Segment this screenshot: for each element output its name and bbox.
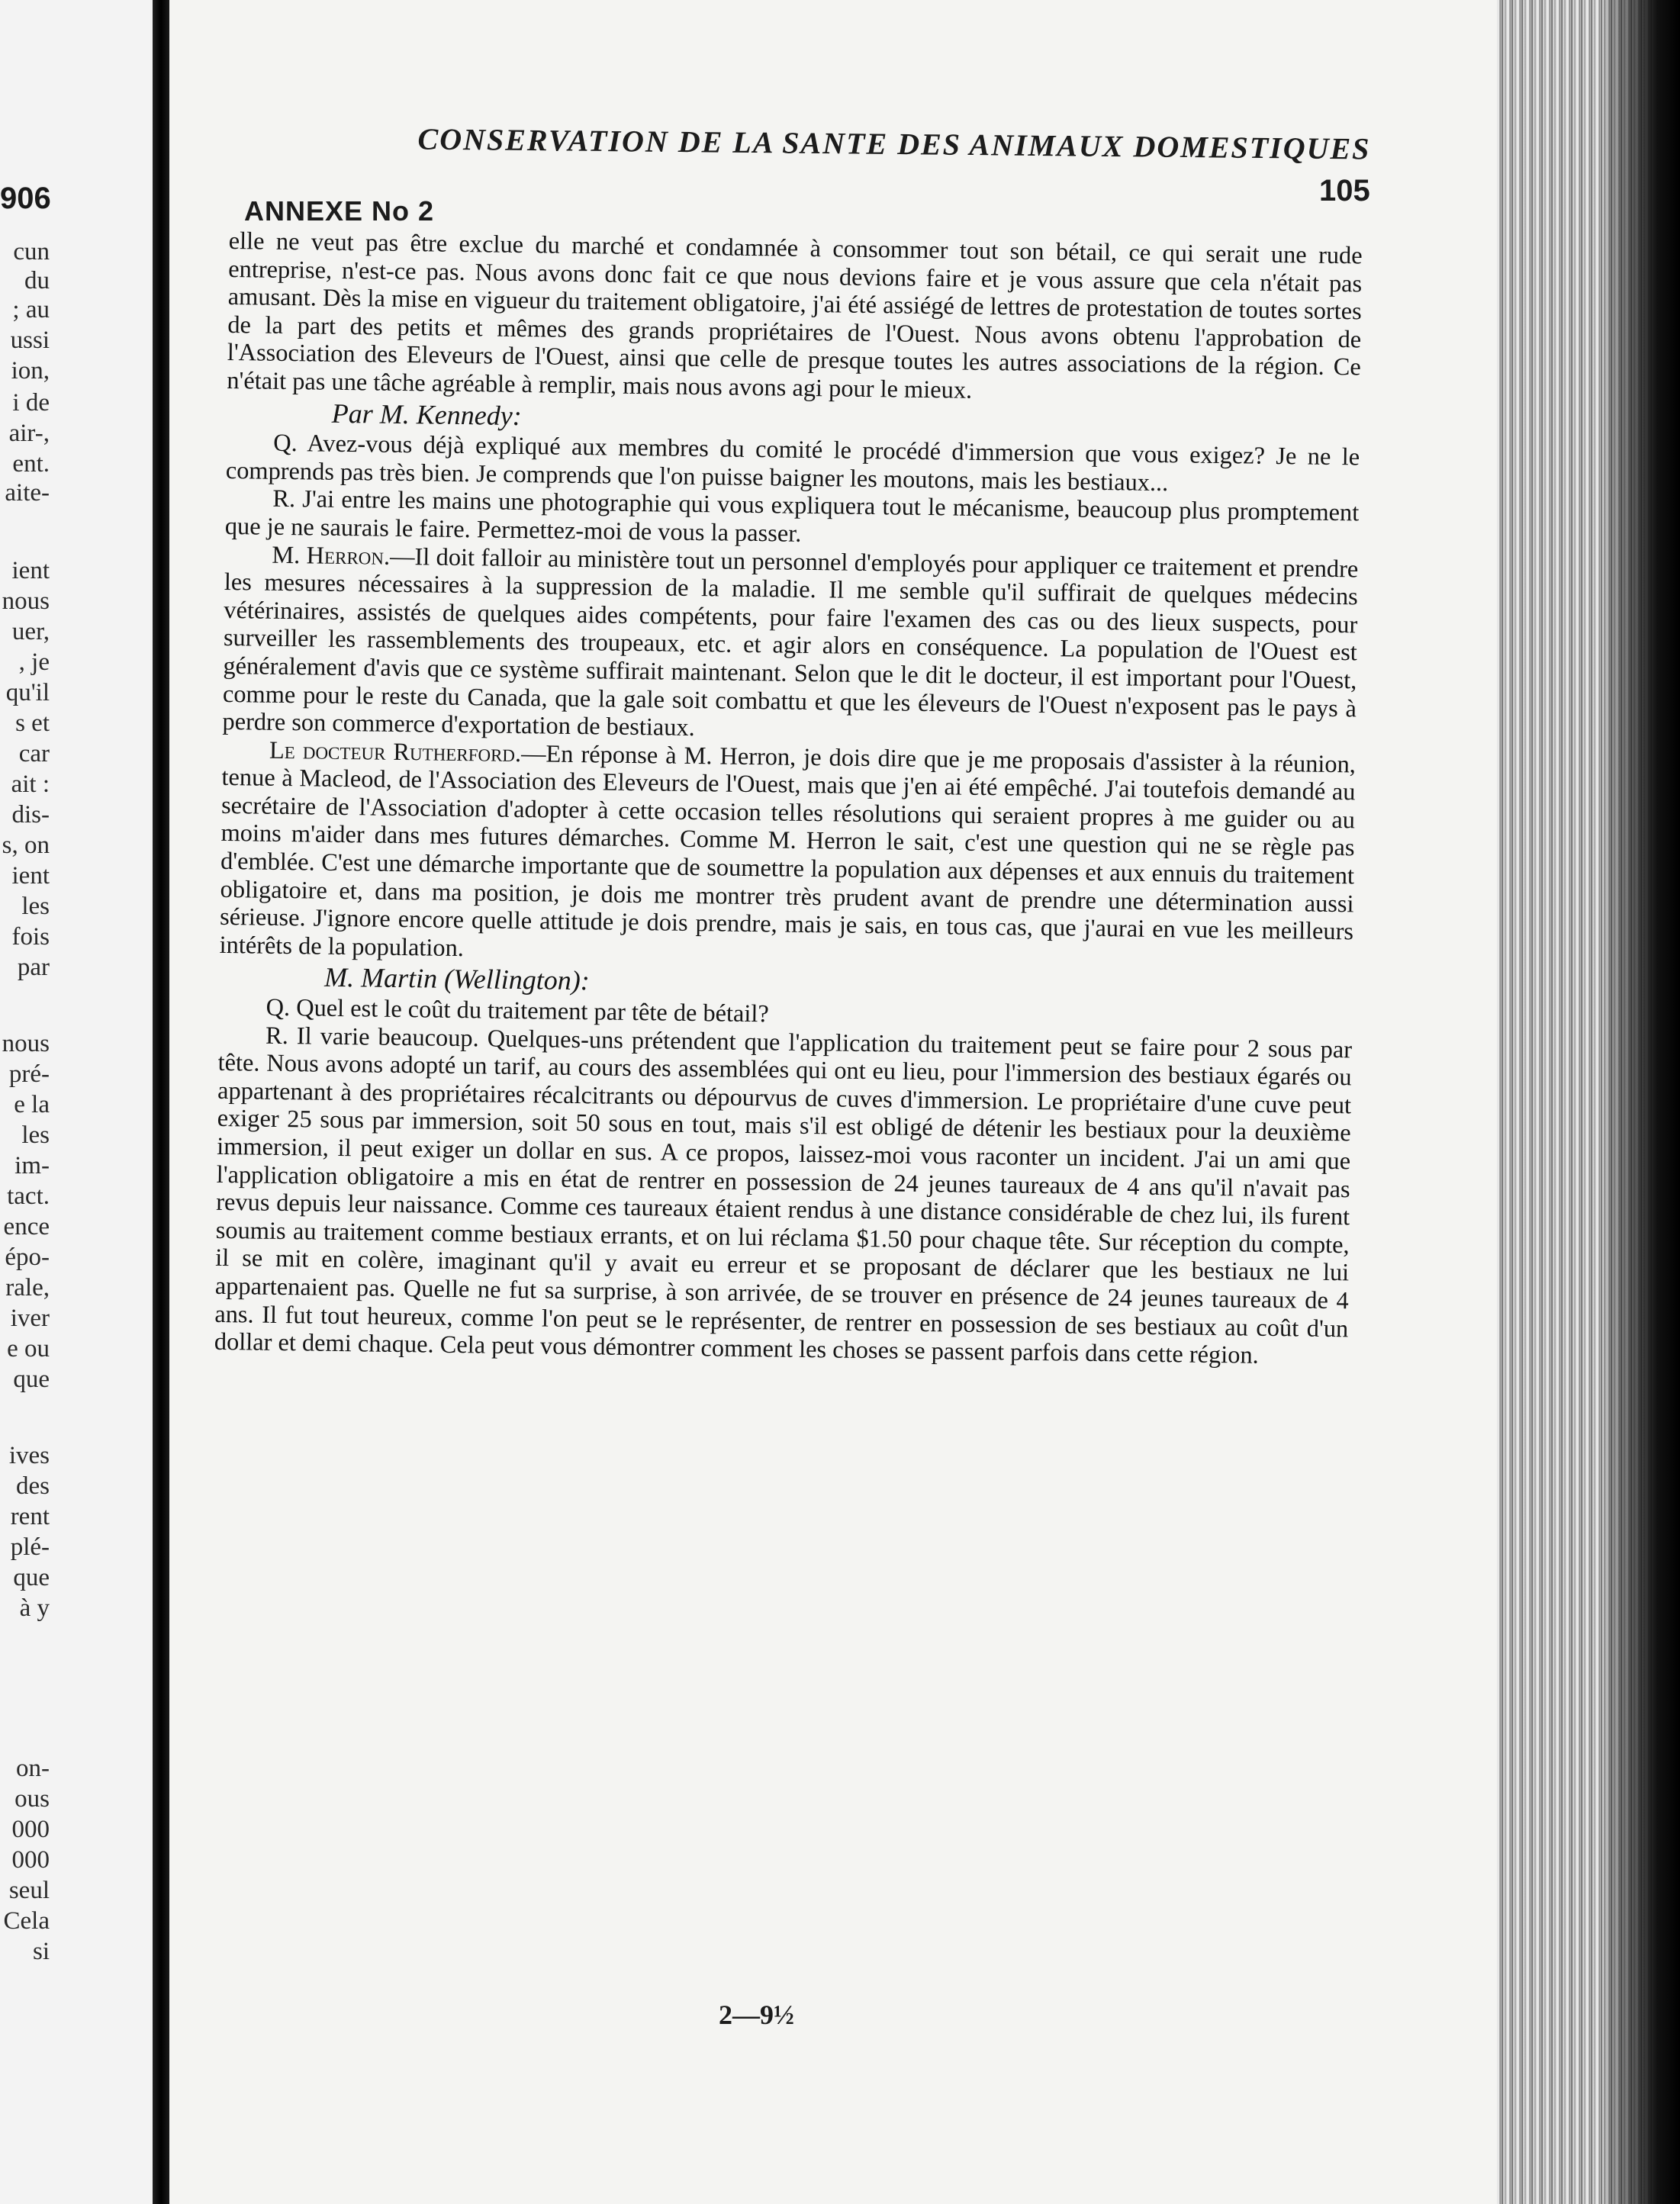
left-page-fragment: air-, — [8, 420, 50, 447]
left-page-fragment: épo- — [5, 1244, 50, 1271]
left-page-fragment: si — [32, 1938, 50, 1965]
left-page-fragment: 000 — [11, 1816, 50, 1843]
left-page-fragment: plé- — [10, 1533, 50, 1561]
left-page-fragment: , je — [18, 648, 50, 676]
left-page-fragment: ence — [3, 1213, 50, 1240]
left-page-fragment: on- — [16, 1755, 50, 1782]
left-page-fragment: ient — [11, 862, 50, 890]
left-page-fragment: s, on — [2, 832, 50, 859]
book-gutter — [153, 0, 169, 2204]
paragraph: R. J'ai entre les mains une photographie qui vous expliquera tout le mécanisme, beaucoup plus promptement que je ne saurais le faire. Permettez-moi de vous la passer. — [224, 485, 1360, 548]
left-page-fragment: ient — [11, 557, 50, 584]
paragraph: Q. Avez-vous déjà expliqué aux membres du comité le procédé d'immersion que vous exigez? Je ne le comprends pas très bien. Je comprends que l'on puisse baigner les moutons, mais les bestiaux... — [225, 429, 1360, 497]
left-page-fragment: à y — [19, 1594, 50, 1622]
left-page-fragment: ; au — [12, 296, 50, 323]
paragraph: R. Il varie beaucoup. Quelques-uns prétendent que l'application du traitement peut se faire pour 2 sous par tête. Nous avons adopté un tarif, au cours des assemblées qui ont eu lieu, pour l'immersion des bestiaux égarés ou appartenant à des propriétaires récalcitrants ou dépourvus de cuves d'immersion. Le propriétaire d'une cuve peut exiger 25 sous par immersion, soit 50 sous en tout, mais s'il est obligé de détenir les bestiaux pour la deuxième immersion, il peut exiger un dollar en sus. A ce propos, laissez-moi vous raconter un incident. J'ai un ami que l'application obligatoire a mis en état de rentrer en possession de 24 jeunes taureaux de 4 ans qu'il n'avait pas revus depuis leur naissance. Comme ces taureaux étaient rendus à une distance considérable de chez lui, ils furent soumis au traitement comme bestiaux errants, et on lui réclama $1.50 pour chaque tête. Sur réception du compte, il se mit en colère, imaginant qu'il y avait eu erreur et se proposant de déclarer que les bestiaux ne lui appartenaient pas. Quelle ne fut sa surprise, à son arrivée, de se trouver en présence de 24 jeunes taureaux de 4 ans. Il fut tout heureux, comme l'on peut se le représenter, de rentrer en possession de ses bestiaux au coût d'un dollar et demi chaque. Cela peut vous démontrer comment les choses se passent parfois dans cette région. — [214, 1022, 1353, 1369]
left-page-fragment: ous — [14, 1785, 50, 1813]
paragraph: elle ne veut pas être exclue du marché et condamnée à consommer tout son bétail, ce qui serait une rude entreprise, n'est-ce pas. Nous avons donc fait ce que nous devions faire et je vous assure que cela n'était pas amusant. Dès la mise en vigueur du traitement obligatoire, j'ai été assiégé de lettres de protestation de toutes sortes de la part des petits et mêmes des grands propriétaires de l'Ouest. Nous avons obtenu l'approbation de l'Association des Eleveurs de l'Ouest, ainsi que celle de presque toutes les autres associations de la région. Ce n'était pas une tâche agréable à remplir, mais nous avons agi pour le mieux. — [227, 227, 1363, 404]
running-title: CONSERVATION DE LA SANTE DES ANIMAUX DOMESTIQUES — [417, 121, 1371, 166]
left-page-fragment: que — [13, 1366, 50, 1393]
left-page-fragment: im- — [14, 1152, 50, 1179]
folio: 2—9½ — [719, 2000, 794, 2030]
left-page-fragment: que — [13, 1564, 50, 1591]
speaker-heading: Par M. Kennedy: — [331, 397, 523, 431]
left-page-fragment: e ou — [7, 1335, 50, 1363]
left-facing-page — [0, 0, 153, 2204]
left-page-fragment: nous — [2, 1030, 50, 1057]
page-edges — [1497, 0, 1680, 2204]
speaker-heading: M. Martin (Wellington): — [323, 962, 590, 996]
speaker-name: Le docteur Rutherford. — [269, 736, 522, 767]
left-page-fragment: ion, — [11, 357, 50, 384]
left-page-fragment: car — [18, 740, 50, 767]
left-page-fragment: seul — [8, 1877, 50, 1904]
left-page-number: 906 — [0, 182, 51, 215]
left-page-fragment: du — [24, 267, 50, 294]
speech-text: —Il doit falloir au ministère tout un personnel d'employés pour appliquer ce traitement et prendre les mesures nécessaires à la suppression de la maladie. Il me semble qu'il suffirait de quelques médecins vétérinaires, assistés de quelques aides compétents, pour faire l'examen des cas ou des lieux suspects, pour surveiller les rassemblements des troupeaux, etc. et agir alors en conséquence. La population de l'Ouest est généralement d'avis que ce système suffirait maintenant. Selon que le dit le docteur, il est important pour l'Ouest, comme pour le reste du Canada, que la gale soit combattu et que les éleveurs de l'Ouest n'exposent pas le pays à perdre son commerce d'exportation de bestiaux. — [222, 542, 1359, 742]
left-page-fragment: ait : — [11, 771, 50, 798]
left-page-fragment: qu'il — [5, 679, 50, 706]
left-page-fragment: dis- — [11, 801, 50, 829]
paragraph: Q. Quel est le coût du traitement par tête de bétail? — [266, 993, 770, 1028]
left-page-fragment: 000 — [11, 1846, 50, 1874]
left-page-fragment: rale, — [5, 1274, 50, 1301]
left-page-fragment: cun — [13, 238, 50, 265]
left-page-fragment: ives — [8, 1442, 50, 1469]
left-page-fragment: aite- — [5, 479, 50, 507]
left-page-fragment: ent. — [12, 450, 50, 478]
annexe-label: ANNEXE No 2 — [244, 195, 435, 227]
left-page-fragment: fois — [11, 923, 50, 951]
left-page-fragment: tact. — [7, 1182, 50, 1210]
left-page-fragment: e la — [14, 1091, 50, 1118]
left-page-fragment: des — [16, 1472, 50, 1500]
left-page-fragment: i de — [12, 389, 50, 417]
speech-text: —En réponse à M. Herron, je dois dire que je me proposais d'assister à la réunion, tenue à Macleod, de l'Association des Eleveurs de l'Ouest, mais que j'en ai été empêché. J'ai toutefois demandé au secrétaire de l'Association d'adopter à cette occasion telles résolutions qui seraient propres à me guider ou au moins m'aider dans mes futures démarches. Comme M. Herron le sait, c'est une question qui ne se règle pas d'emblée. C'est une démarche importante que de soumettre la population aux dépenses et aux ennuis du traitement obligatoire et, dans ma position, je dois me montrer très prudent avant de prendre une détermination aussi sérieuse. J'ignore encore quelle attitude je dois prendre, mais je sais, en tous cas, que j'aurai en vue les meilleurs intérêts de la population. — [219, 739, 1357, 962]
left-page-fragment: les — [21, 1121, 50, 1149]
left-page-fragment: nous — [2, 587, 50, 615]
left-page-fragment: par — [17, 954, 50, 981]
left-page-fragment: uer, — [11, 618, 50, 645]
left-page-fragment: ussi — [10, 327, 50, 354]
left-page-fragment: s et — [15, 709, 50, 737]
left-page-fragment: pré- — [8, 1060, 50, 1088]
paragraph — [219, 736, 1356, 974]
page-number: 105 — [1319, 174, 1370, 208]
speaker-name: M. Herron. — [272, 541, 391, 571]
page — [169, 0, 1497, 2204]
left-page-fragment: Cela — [3, 1907, 50, 1935]
paragraph — [222, 540, 1358, 751]
left-page-fragment: rent — [10, 1503, 50, 1530]
left-page-fragment: les — [21, 893, 50, 920]
body-text — [214, 227, 1363, 1371]
left-page-fragment: iver — [10, 1305, 50, 1332]
